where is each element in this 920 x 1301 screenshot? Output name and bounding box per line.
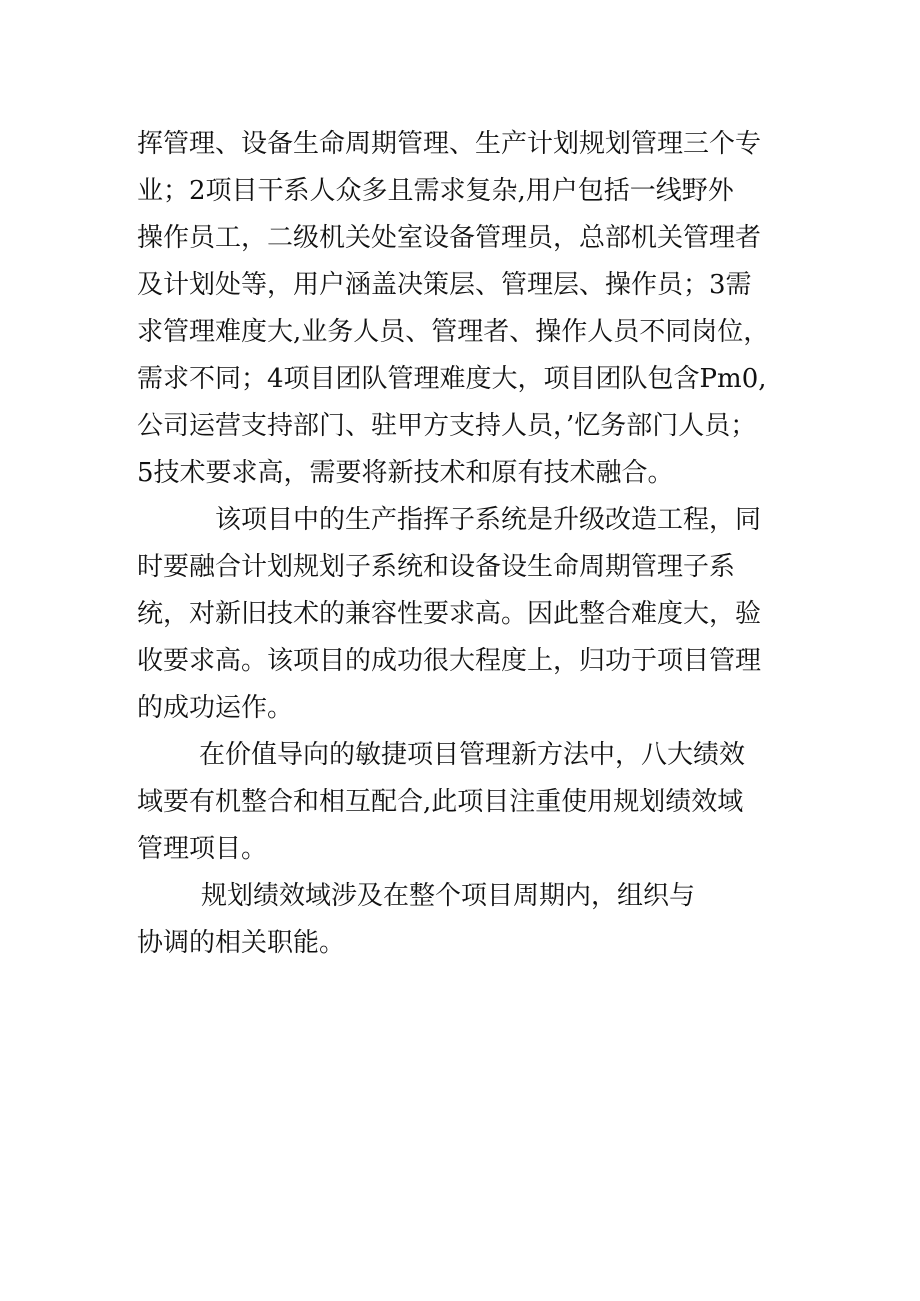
text-line: 统，对新旧技术的兼容性要求高。因此整合难度大，验	[137, 599, 762, 629]
paragraph-integration-difficulty	[137, 497, 797, 732]
text-line: 时要融合计划规划子系统和设备设生命周期管理子系	[137, 552, 736, 582]
paragraph-planning-domain	[137, 873, 797, 967]
text-line: 的成功运作。	[137, 693, 294, 723]
text-line: 该项目中的生产指挥子系统是升级改造工程，同	[215, 505, 762, 535]
text-line: 业；2项目干系人众多且需求复杂,用户包括一线野外	[137, 176, 734, 206]
text-line: 5技术要求高，需要将新技术和原有技术融合。	[137, 458, 674, 488]
document-body	[137, 121, 797, 967]
text-line: 求管理难度大,业务人员、管理者、操作人员不同岗位，	[137, 317, 770, 347]
text-line: 域要有机整合和相互配合,此项目注重使用规划绩效域	[137, 787, 744, 817]
text-line: 协调的相关职能。	[137, 928, 346, 958]
text-line: 收要求高。该项目的成功很大程度上，归功于项目管理	[137, 646, 762, 676]
text-line: 挥管理、设备生命周期管理、生产计划规划管理三个专	[137, 129, 762, 159]
text-line: 及计划处等，用户涵盖决策层、管理层、操作员；3需	[137, 270, 752, 300]
text-line: 规划绩效域涉及在整个项目周期内，组织与	[201, 881, 696, 911]
paragraph-project-characteristics	[137, 121, 797, 497]
text-line: 管理项目。	[137, 834, 268, 864]
paragraph-performance-domains	[137, 732, 797, 873]
text-line: 操作员工，二级机关处室设备管理员，总部机关管理者	[137, 223, 762, 253]
text-line: 公司运营支持部门、驻甲方支持人员，’忆务部门人员；	[137, 411, 757, 441]
text-line: 在价值导向的敏捷项目管理新方法中，八大绩效	[199, 740, 746, 770]
text-line: 需求不同；4项目团队管理难度大，项目团队包含Pm0,	[137, 364, 767, 394]
